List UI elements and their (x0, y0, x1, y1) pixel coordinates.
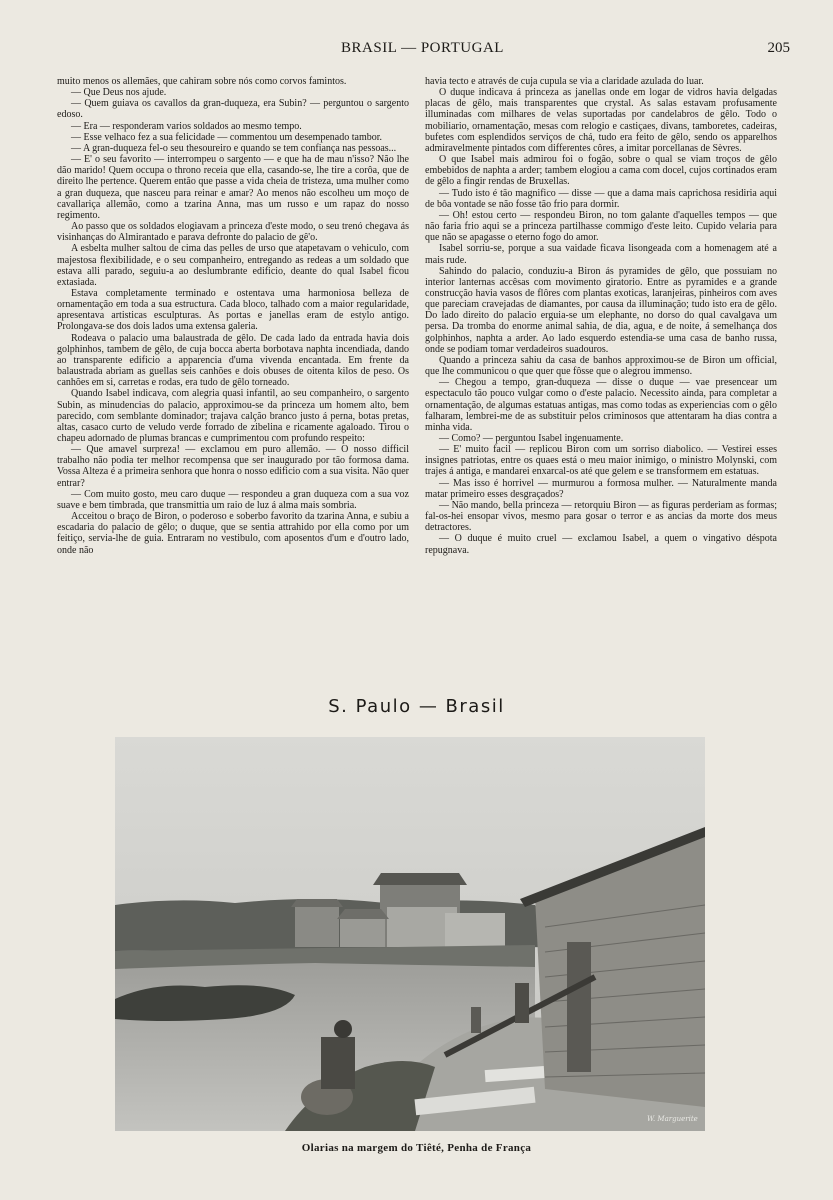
paragraph: — Que Deus nos ajude. (71, 87, 167, 99)
paragraph: Quando a princeza sahiu da casa de banhos approximou-se de Biron um official, que lhe communicou o que quer que fôsse que o alegrou immenso. (425, 354, 777, 378)
paragraph: A esbelta mulher saltou de cima das pelles de urso que atapetavam o vehiculo, com majestosa flexibilidade, e o seu companheiro, entregando as redeas a um soldado que estava alli parado, seguiu-a ao deslumbrante edificio, deante do qual Isabel ficou extasiada. (57, 243, 409, 288)
paragraph: havia tecto e através de cuja cupula se via a claridade azulada do luar. (425, 76, 704, 87)
section-title: S. Paulo — Brasil (328, 696, 505, 717)
paragraph: — E' muito facil — replicou Biron com um sorriso diabolico. — Vestirei esses insignes patriotas, entre os quaes está o meu maior inimigo, o ministro Molynski, com trajes á antiga, e mandarei enxarcal-os até que gelem e se transformem em estatuas. (425, 444, 777, 478)
paragraph: Sahindo do palacio, conduziu-a Biron ás pyramides de gêlo, que possuiam no interior lanternas accêsas com movimento giratorio. Entre as pyramides e a grande construcção havia vasos de flôres com plantas exoticas, laranjeiras, pinheiros com aves que pareciam cravejadas de diamantes, por causa da illuminação; tudo isto era de gêlo. Do lado direito do palacio erguia-se um elephante, no dorso do qual cavalgava um persa. Da tromba do enorme animal sahia, de dia, agua, e de noite, á semelhança dos golphinhos, naphta a arder. Ao lado esquerdo estendia-se uma casa de banho russa, onde se podiam tomar verdadeiros suadouros. (425, 265, 777, 355)
paragraph: Isabel sorriu-se, porque a sua vaidade ficava lisongeada com a homenagem até a mais rude. (425, 243, 777, 266)
paragraph: — Como? — perguntou Isabel ingenuamente. (439, 433, 624, 444)
paragraph: Acceitou o braço de Biron, o poderoso e soberbo favorito da tzarina Anna, e subiu a escadaria do palacio de gêlo; o duque, que se sentia attrahido por ella como por um feitiço, servia-lhe de guia. Entraram no vestibulo, com aposentos d'um e d'outro lado, onde não (57, 511, 409, 556)
paragraph: — Não mando, bella princeza — retorquiu Biron — as figuras perderiam as formas; fal-os-hei ensopar vivos, mesmo para gosar o terror e as ancias da morte dos meus detractores. (425, 499, 777, 534)
paragraph: — Com muito gosto, meu caro duque — respondeu a gran duqueza com a sua voz suave e bem timbrada, que transmittia um raio de luz á alma mais sombria. (57, 488, 409, 511)
paragraph: — Quem guiava os cavallos da gran-duqueza, era Subin? — perguntou o sargento edoso. (57, 98, 409, 121)
paragraph: — Oh! estou certo — respondeu Biron, no tom galante d'aquelles tempos — que não faria frio aqui se a princeza partilhasse commigo d'este leito. Cupido velaria para que não se apagasse o eterno fogo do amor. (425, 209, 777, 244)
paragraph: — Era — responderam varios soldados ao mesmo tempo. (71, 120, 302, 132)
photograph (115, 737, 705, 1131)
paragraph: Ao passo que os soldados elogiavam a princeza d'este modo, o seu trenó chegava ás visinhanças do Almirantado e parava defronte do palacio de gê'o. (57, 221, 409, 244)
paragraph: O que Isabel mais admirou foi o fogão, sobre o qual se viam troços de gêlo embebidos de naphta a arder; tambem elogiou a cama com docel, cujos cortinados eram de gêlo a fingir rendas de Bruxellas. (425, 154, 777, 188)
paragraph: — Esse velhaco fez a sua felicidade — commentou um desempenado tambor. (71, 131, 383, 143)
left-column (57, 76, 409, 556)
running-title: BRASIL — PORTUGAL (341, 40, 504, 56)
paragraph: Rodeava o palacio uma balaustrada de gêlo. De cada lado da entrada havia dois golphinhos, tambem de gêlo, de cuja bocca aberta borbotava naphta incendiada, dando ao transparente edificio a apparencia d'uma vivenda encantada. Em frente da balaustrada abriam as guellas seis canhões e dois obuses de oitenta kilos de peso. Os canhões em si, carretas e rodas, era tudo de gêlo torneado. (57, 332, 409, 389)
paragraph: — E' o seu favorito — interrompeu o sargento — e que ha de mau n'isso? Não lhe dão marido! Quem occupa o throno receia que ella, casando-se, lhe tire a corôa, que de direito lhe pertence. Querem então que passe a vida cheia de tristeza, uma mulher como a gran duqueza, que nasceu para reinar e amar? Ao menos não escolheu um moço de cavallariça allemão, como a tzarina Anna, mas um russo e um rapaz do nosso regimento. (57, 154, 409, 221)
paragraph: — Tudo isto é tão magnifico — disse — que a dama mais caprichosa residiria aqui de bôa vontade se não fosse tão frio para dormir. (425, 187, 777, 210)
paragraph: — Que amavel surpreza! — exclamou em puro allemão. — O nosso difficil trabalho não podia ter melhor recompensa que ser inaugurado por tão formosa dama. Vossa Alteza é a primeira senhora que honra o nosso edificio com a sua visita. Não quer entrar? (57, 444, 409, 489)
right-column (425, 76, 777, 556)
paragraph: Quando Isabel indicava, com alegria quasi infantil, ao seu companheiro, o sargento Subin, as minudencias do palacio, approximou-se da princeza um homem alto, bem parecido, com semblante dominador; trajava calção branco justo á perna, botas pretas, altas, casaco curto de veludo verde forrado de zibelina e ricamente agaloado. Tirou o chapeu adornado de plumas brancas e cumprimentou com profundo respeito: (57, 388, 409, 444)
paragraph: O duque indicava á princeza as janellas onde em logar de vidros havia delgadas placas de gêlo, mais transparentes que crystal. As salas estavam profusamente illuminadas com milhares de velas suportadas por candelabros de gêlo. Todo o mobiliario, ornamentação, mesas com relogio e castiçaes, divans, tamboretes, cadeiras, bufetes com esplendidos serviços de chá, tudo era feito de gêlo, sendo os apparelhos admiravelmente pintados com differentes côres, a imitar porcellanas de Sèvres. (425, 87, 777, 154)
paragraph: — Chegou a tempo, gran-duqueza — disse o duque — vae presencear um espectaculo tão pouco vulgar como o d'este palacio. Necessito ainda, para completar a ornamentação, de algumas estatuas antigas, mas como todas as experiencias com o gêlo falharam, lembrei-me de as substituir pelos criminosos que attentaram ha dias contra a minha vida. (425, 377, 777, 433)
photo-caption: Olarias na margem do Tiêté, Penha de França (301, 1142, 532, 1154)
page-number: 205 (767, 40, 790, 56)
paragraph: — Mas isso é horrivel — murmurou a formosa mulher. — Naturalmente manda matar primeiro esses desgraçados? (425, 477, 777, 500)
paragraph: Estava completamente terminado e ostentava uma harmoniosa belleza de ornamentação em toda a sua estructura. Cada bloco, talhado com a maior regularidade, apresentava artisticas esculpturas. As portas e janellas eram de estylo antigo. Prolongava-se dos dois lados uma extensa galeria. (57, 287, 409, 333)
photo-illustration (115, 737, 705, 1131)
paragraph: — O duque é muito cruel — exclamou Isabel, a quem o vingativo déspota repugnava. (425, 533, 777, 556)
photo-signature: W. Marguerite (647, 1115, 698, 1123)
page-header (55, 40, 790, 62)
paragraph: muito menos os allemães, que cahiram sobre nós como corvos famintos. (57, 76, 347, 87)
paragraph: — A gran-duqueza fel-o seu thesoureiro e quando se tem confiança nas pessoas... (71, 142, 397, 154)
